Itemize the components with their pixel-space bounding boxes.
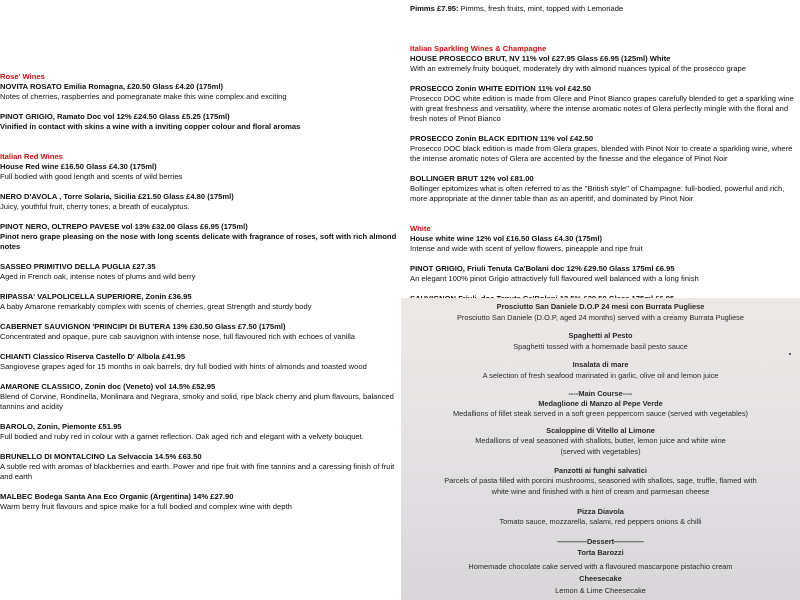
wine-name: BAROLO, Zonin, Piemonte £51.95 — [0, 422, 122, 431]
speck-mark — [789, 353, 791, 355]
wine-description: Blend of Corvine, Rondinella, Monlinara and Negrara, smoky and solid, ripe black cherry and plum flavours, balanced tannins and acidity — [0, 392, 394, 411]
wine-item — [410, 234, 800, 254]
menu-dish-title: Cheesecake — [579, 574, 622, 583]
section-title: Italian Sparkling Wines & Champagne — [410, 44, 547, 53]
section-title: Italian Red Wines — [0, 152, 63, 161]
menu-dish-title: Prosciutto San Daniele D.O.P 24 mesi con Burrata Pugliese — [496, 302, 705, 311]
wine-item — [410, 264, 800, 284]
wine-name: NOVITA ROSATO Emilia Romagna, £20.50 Glass £4.20 (175ml) — [0, 82, 223, 91]
menu-dish-description: Medallions of veal seasoned with shallots, butter, lemon juice and white wine — [475, 436, 726, 445]
menu-dish-title: Pizza Diavola — [577, 507, 624, 516]
menu-dish-title: Insalata di mare — [572, 360, 629, 369]
section-gap — [0, 142, 400, 152]
wine-description: Concentrated and opaque, pure cab sauvignon with intense nose, full flavoured rich with echoes of vanilla — [0, 332, 356, 341]
section-title: Rose' Wines — [0, 72, 45, 81]
wine-item — [0, 262, 400, 282]
menu-dish-title: Scaloppine di Vitello al Limone — [546, 426, 655, 435]
menu-dish-title: Medaglione di Manzo al Pepe Verde — [538, 399, 663, 408]
wine-name: CABERNET SAUVIGNON 'PRINCIPI DI BUTERA 13% £30.50 Glass £7.50 (175ml) — [0, 322, 286, 331]
menu-dish-description: Prosciutto San Daniele (D.O.P, aged 24 months) served with a creamy Burrata Pugliese — [456, 313, 744, 322]
menu-photo — [401, 298, 800, 600]
wine-item — [0, 292, 400, 312]
wine-description: Bollinger epitomizes what is often referred to as the "British style" of Champagne: full-bodied, powerful and rich, more appropriate at the dinner table than as an aperitif, and dominated by Pinot Noir — [410, 184, 785, 203]
wine-description: Full bodied and ruby red in colour with a garnet reflection. Oak aged rich and elegant with a velvety bouquet. — [0, 432, 364, 441]
wine-description: An elegant 100% pinot Grigio attractively full flavoured well balanced with a long finish — [410, 274, 699, 283]
wine-item — [0, 452, 400, 482]
right-wine-column — [410, 44, 800, 324]
wine-name: PROSECCO Zonin BLACK EDITION 11% vol £42.50 — [410, 134, 594, 143]
wine-name: CHIANTI Classico Riserva Castello D' Albola £41.95 — [0, 352, 186, 361]
wine-description: With an extremely fruity bouquet, moderately dry with almond nuances typical of the prosecco grape — [410, 64, 746, 73]
menu-dish-description: Homemade chocolate cake served with a flavoured mascarpone pistachio cream — [468, 562, 733, 571]
wine-description: Notes of cherries, raspberries and pomegranate make this wine complex and exciting — [0, 92, 287, 101]
wine-name: PROSECCO Zonin WHITE EDITION 11% vol £42.50 — [410, 84, 592, 93]
wine-item — [0, 492, 400, 512]
menu-dish-description: Medallions of fillet steak served in a soft green peppercorn sauce (served with vegetables) — [453, 409, 748, 418]
wine-item — [410, 84, 800, 124]
wine-item — [0, 192, 400, 212]
menu-dish-title: ----Main Course---- — [568, 389, 633, 398]
section-title: White — [410, 224, 431, 233]
wine-description: Aged in French oak, intense notes of plums and wild berry — [0, 272, 196, 281]
menu-dish-description: Tomato sauce, mozzarella, salami, red peppers onions & chilli — [499, 517, 702, 526]
wine-name: NERO D'AVOLA , Torre Solaria, Sicilia £21.50 Glass £4.80 (175ml) — [0, 192, 234, 201]
wine-item — [410, 54, 800, 74]
menu-dish-description: (served with vegetables) — [560, 447, 641, 456]
wine-item — [0, 322, 400, 342]
wine-name: HOUSE PROSECCO BRUT, NV 11% vol £27.95 Glass £6.95 (125ml) White — [410, 54, 671, 63]
wine-description: Full bodied with good length and scents of wild berries — [0, 172, 183, 181]
wine-description: Juicy, youthful fruit, cherry tones, a breath of eucalyptus. — [0, 202, 190, 211]
wine-name: PINOT GRIGIO, Ramato Doc vol 12% £24.50 Glass £5.25 (175ml) — [0, 112, 230, 121]
wine-description: A baby Amarone remarkably complex with scents of cherries, great Strength and sturdy body — [0, 302, 312, 311]
section-gap — [0, 522, 400, 532]
wine-item — [0, 82, 400, 102]
wine-description: Sangiovese grapes aged for 15 months in oak barrels, dry full bodied with hints of almonds and toasted wood — [0, 362, 367, 371]
wine-item — [0, 162, 400, 182]
menu-dish-title: ————Dessert———— — [557, 537, 644, 546]
menu-dish-title: Torta Barozzi — [577, 548, 624, 557]
section-gap — [410, 214, 800, 224]
menu-dish-description: A selection of fresh seafood marinated in garlic, olive oil and lemon juice — [482, 371, 719, 380]
wine-name: House Red wine £16.50 Glass £4.30 (175ml) — [0, 162, 157, 171]
wine-item — [0, 352, 400, 372]
wine-description: Warm berry fruit flavours and spice make for a full bodied and complex wine with depth — [0, 502, 292, 511]
wine-description: Intense and wide with scent of yellow flowers, pineapple and ripe fruit — [410, 244, 643, 253]
wine-item — [0, 382, 400, 412]
pimms-line — [410, 4, 623, 14]
menu-dish-description: Lemon & Lime Cheesecake — [555, 586, 646, 595]
wine-name: SASSEO PRIMITIVO DELLA PUGLIA £27.35 — [0, 262, 156, 271]
wine-name: MALBEC Bodega Santa Ana Eco Organic (Argentina) 14% £27.90 — [0, 492, 234, 501]
wine-name: PINOT NERO, OLTREPO PAVESE vol 13% £32.00 Glass £6.95 (175ml) — [0, 222, 248, 231]
wine-name: House white wine 12% vol £16.50 Glass £4.30 (175ml) — [410, 234, 603, 243]
wine-description: Prosecco DOC black edition is made from Glera grapes, blended with Pinot Noir to create a sparkling wine, where the intense aromatic notes of Glera are accented by the finesse and the elegance of Pinot Noir — [410, 144, 793, 163]
wine-item — [0, 422, 400, 442]
wine-name: BOLLINGER BRUT 12% vol £81.00 — [410, 174, 534, 183]
wine-name: BRUNELLO DI MONTALCINO La Selvaccia 14.5% £63.50 — [0, 452, 202, 461]
menu-dish-description: Parcels of pasta filled with porcini mushrooms, seasoned with shallots, sage, truffle, flamed with — [444, 476, 757, 485]
pimms-desc: Pimms, fresh fruits, mint, topped with Lemonade — [458, 4, 624, 13]
left-wine-column — [0, 72, 400, 532]
wine-item — [410, 174, 800, 204]
pimms-name: Pimms £7.95: — [410, 4, 459, 13]
wine-description: Prosecco DOC white edition is made from Glere and Pinot Bianco grapes carefully blended to get a sparkling wine with great freshness and versatility, where the intense aromatic notes of Glera perfectly mingle with the floral and fresh notes of Pinot Bianco — [410, 94, 794, 123]
wine-name: RIPASSA' VALPOLICELLA SUPERIORE, Zonin £36.95 — [0, 292, 192, 301]
wine-item — [410, 134, 800, 164]
wine-description: Pinot nero grape pleasing on the nose with long scents delicate with fragrance of roses, soft with rich almond notes — [0, 232, 397, 251]
wine-name: PINOT GRIGIO, Friuli Tenuta Ca'Bolani doc 12% £29.50 Glass 175ml £6.95 — [410, 264, 675, 273]
wine-description: Vinified in contact with skins a wine with a inviting copper colour and floral aromas — [0, 122, 301, 131]
wine-item — [0, 222, 400, 252]
wine-description: A subtle red with aromas of blackberries and earth. Power and ripe fruit with fine tannins and a caressing finish of fruit and earth — [0, 462, 395, 481]
wine-name: AMARONE CLASSICO, Zonin doc (Veneto) vol 14.5% £52.95 — [0, 382, 216, 391]
menu-dish-title: Spaghetti al Pesto — [568, 331, 633, 340]
menu-dish-title: Panzotti ai funghi salvatici — [554, 466, 647, 475]
menu-dish-description: white wine and finished with a hint of cream and parmesan cheese — [491, 487, 710, 496]
menu-dish-description: Spaghetti tossed with a homemade basil pesto sauce — [513, 342, 688, 351]
wine-item — [0, 112, 400, 132]
